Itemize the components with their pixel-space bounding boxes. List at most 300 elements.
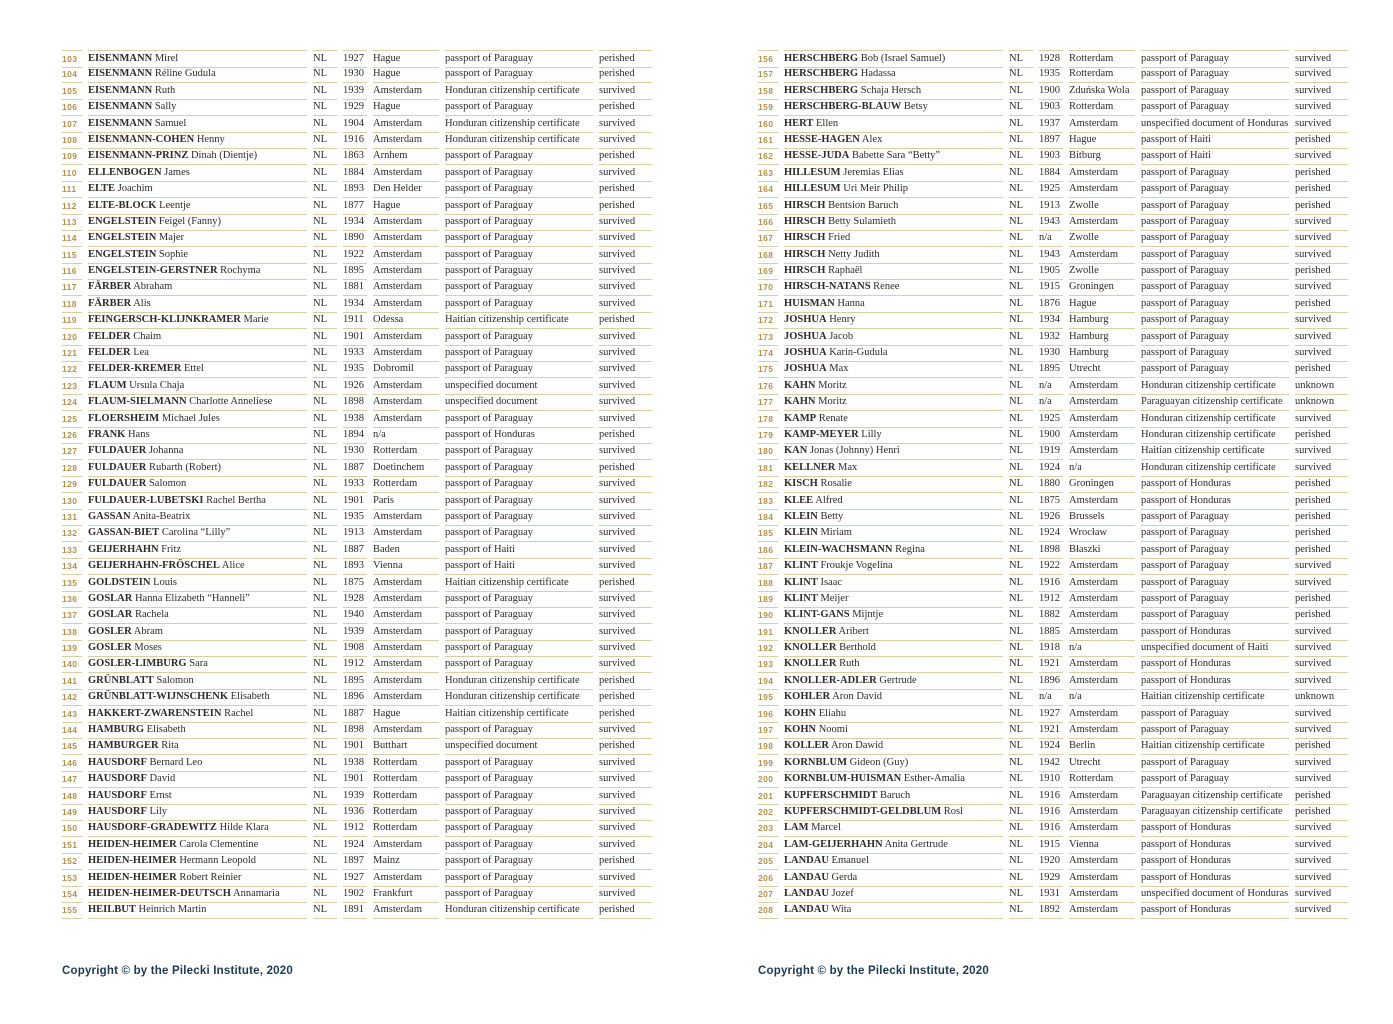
birth-year: n/a [1039,394,1063,411]
person-name: KAN Jonas (Johnny) Henri [784,443,1003,460]
person-name: GOSLER-LIMBURG Sara [88,656,307,673]
birth-year: 1902 [343,886,367,903]
document-type: passport of Paraguay [1141,181,1289,198]
city: Amsterdam [1069,788,1135,805]
surname: ENGELSTEIN [88,232,157,244]
birth-year: 1900 [1039,427,1063,444]
fate-status: perished [599,427,652,444]
country-code: NL [313,706,337,723]
birth-year: 1930 [343,66,367,83]
document-type: passport of Paraguay [445,214,593,231]
fate-status: survived [599,525,652,542]
fate-status: survived [1295,853,1348,870]
surname: GASSAN [88,510,131,522]
fate-status: perished [1295,607,1348,624]
surname: ENGELSTEIN-GERSTNER [88,265,218,277]
document-type: passport of Paraguay [445,656,593,673]
table-row [758,181,1348,197]
fate-status: perished [599,689,652,706]
city: Amsterdam [1069,706,1135,723]
birth-year: 1895 [343,263,367,280]
city: Bitburg [1069,148,1135,165]
row-number: 119 [62,312,82,329]
country-code: NL [313,427,337,444]
surname: EISENMANN [88,53,153,64]
surname: KNOLLER [784,642,837,654]
city: Amsterdam [373,902,439,919]
row-number: 180 [758,443,778,460]
row-number: 117 [62,279,82,296]
row-number: 198 [758,738,778,755]
person-name: FULDAUER Rubarth (Robert) [88,460,307,477]
table-row [758,837,1348,853]
country-code: NL [313,230,337,247]
surname: HESSE-HAGEN [784,133,860,145]
surname: HAUSDORF [88,756,147,768]
person-name: KAHN Moritz [784,394,1003,411]
row-number: 124 [62,394,82,411]
fate-status: survived [1295,329,1348,346]
table-row [62,771,652,787]
country-code: NL [313,247,337,264]
fate-status: perished [599,460,652,477]
birth-year: 1896 [343,689,367,706]
birth-year: 1938 [343,755,367,772]
country-code: NL [1009,394,1033,411]
document-type: Honduran citizenship certificate [1141,378,1289,395]
document-type: passport of Paraguay [1141,607,1289,624]
surname: KLINT-GANS [784,609,850,621]
fate-status: survived [599,886,652,903]
row-number: 169 [758,263,778,280]
surname: FRANK [88,428,126,440]
table-row [758,361,1348,377]
surname: KLINT [784,576,818,588]
document-type: passport of Honduras [1141,837,1289,854]
birth-year: 1904 [343,116,367,133]
row-number: 142 [62,689,82,706]
person-name: HAUSDORF Ernst [88,788,307,805]
country-code: NL [1009,263,1033,280]
fate-status: survived [1295,640,1348,657]
row-number: 104 [62,66,82,83]
row-number: 161 [758,132,778,149]
country-code: NL [1009,83,1033,100]
fate-status: survived [1295,279,1348,296]
birth-year: 1912 [343,820,367,837]
document-type: passport of Haiti [445,558,593,575]
document-type: passport of Paraguay [1141,83,1289,100]
city: Amsterdam [1069,722,1135,739]
surname: GASSAN-BIET [88,527,160,539]
surname: HIRSCH [784,199,826,211]
country-code: NL [313,738,337,755]
row-number: 150 [62,820,82,837]
surname: GEIJERHAHN-FRÖSCHEL [88,560,220,572]
row-number: 193 [758,656,778,673]
birth-year: 1887 [343,542,367,559]
country-code: NL [1009,755,1033,772]
surname: GOSLER [88,625,132,637]
table-row [62,738,652,754]
city: Amsterdam [373,607,439,624]
row-number: 164 [758,181,778,198]
table-row [758,558,1348,574]
surname: HAUSDORF [88,773,147,785]
country-code: NL [1009,247,1033,264]
document-type: passport of Honduras [1141,476,1289,493]
birth-year: 1939 [343,624,367,641]
person-name: KORNBLUM-HUISMAN Esther-Amalia [784,771,1003,788]
surname: HEIDEN-HEIMER-DEUTSCH [88,887,231,899]
row-number: 204 [758,837,778,854]
table-row [62,263,652,279]
city: Amsterdam [373,214,439,231]
fate-status: survived [599,509,652,526]
document-type: passport of Paraguay [1141,509,1289,526]
table-row [62,83,652,99]
table-row [62,525,652,541]
table-row [758,853,1348,869]
table-row [62,443,652,459]
fate-status: perished [599,738,652,755]
row-number: 131 [62,509,82,526]
person-name: EISENMANN-PRINZ Dinah (Dientje) [88,148,307,165]
birth-year: 1903 [1039,148,1063,165]
row-number: 113 [62,214,82,231]
table-row [62,804,652,820]
city: Odessa [373,312,439,329]
surname: HERSCHBERG [784,53,859,64]
person-name: HAUSDORF-GRADEWITZ Hilde Klara [88,820,307,837]
surname: EISENMANN-COHEN [88,133,195,145]
table-row [758,279,1348,295]
row-number: 162 [758,148,778,165]
fate-status: perished [1295,361,1348,378]
document-type: passport of Paraguay [445,624,593,641]
person-name: GRÜNBLATT Salomon [88,673,307,690]
person-name: FELDER-KREMER Ettel [88,361,307,378]
row-number: 109 [62,148,82,165]
person-name: ELTE Joachim [88,181,307,198]
person-name: FLOERSHEIM Michael Jules [88,411,307,428]
document-type: passport of Haiti [1141,148,1289,165]
birth-year: 1939 [343,83,367,100]
surname: GOSLAR [88,592,133,604]
person-name: LANDAU Wita [784,902,1003,919]
document-type: passport of Paraguay [1141,755,1289,772]
city: Frankfurt [373,886,439,903]
fate-status: survived [1295,820,1348,837]
country-code: NL [313,607,337,624]
row-number: 175 [758,361,778,378]
country-code: NL [313,263,337,280]
table-row [758,788,1348,804]
table-row [758,640,1348,656]
fate-status: perished [1295,788,1348,805]
fate-status: survived [599,624,652,641]
table-row [62,837,652,853]
surname: KUPFERSCHMIDT [784,789,878,801]
city: Hague [373,50,439,68]
birth-year: 1933 [343,345,367,362]
fate-status: perished [599,312,652,329]
person-name: GOSLER Moses [88,640,307,657]
birth-year: 1901 [343,738,367,755]
document-type: passport of Paraguay [445,640,593,657]
document-type: Honduran citizenship certificate [1141,411,1289,428]
city: Amsterdam [1069,427,1135,444]
document-type: Paraguayan citizenship certificate [1141,394,1289,411]
city: Amsterdam [373,132,439,149]
document-type: passport of Paraguay [445,771,593,788]
row-number: 203 [758,820,778,837]
birth-year: 1877 [343,198,367,215]
document-type: passport of Paraguay [1141,771,1289,788]
country-code: NL [313,542,337,559]
table-row [62,640,652,656]
table-row [62,214,652,230]
birth-year: 1900 [1039,83,1063,100]
country-code: NL [313,312,337,329]
person-name: HUISMAN Hanna [784,296,1003,313]
row-number: 110 [62,165,82,182]
birth-year: 1926 [343,378,367,395]
table-row [62,116,652,132]
row-number: 146 [62,755,82,772]
surname: KUPFERSCHMIDT-GELDBLUM [784,805,942,817]
birth-year: 1895 [1039,361,1063,378]
country-code: NL [313,50,337,68]
person-name: FULDAUER Salomon [88,476,307,493]
country-code: NL [1009,804,1033,821]
country-code: NL [1009,378,1033,395]
row-number: 151 [62,837,82,854]
city: Amsterdam [373,525,439,542]
city: Hamburg [1069,329,1135,346]
city: Amsterdam [1069,493,1135,510]
country-code: NL [1009,214,1033,231]
table-row [758,509,1348,525]
city: Amsterdam [373,279,439,296]
surname: FLAUM-SIELMANN [88,396,187,408]
city: Zwolle [1069,263,1135,280]
table-row [758,394,1348,410]
birth-year: 1922 [343,247,367,264]
surname: KAMP [784,412,817,424]
surname: KAMP-MEYER [784,428,859,440]
fate-status: perished [1295,427,1348,444]
city: Amsterdam [1069,394,1135,411]
row-number: 154 [62,886,82,903]
row-number: 149 [62,804,82,821]
table-row [62,591,652,607]
person-name: KOHN Eliahu [784,706,1003,723]
surname: KLEIN-WACHSMANN [784,543,893,555]
table-row [62,886,652,902]
fate-status: perished [1295,198,1348,215]
birth-year: 1885 [1039,624,1063,641]
birth-year: 1930 [343,443,367,460]
birth-year: 1911 [343,312,367,329]
city: Amsterdam [373,509,439,526]
city: Amsterdam [1069,411,1135,428]
country-code: NL [1009,296,1033,313]
table-row [62,575,652,591]
surname: LAM [784,822,809,834]
surname: HERT [784,117,814,129]
person-name: KORNBLUM Gideon (Guy) [784,755,1003,772]
city: Rotterdam [373,788,439,805]
row-number: 157 [758,66,778,83]
city: Amsterdam [373,673,439,690]
person-name: LANDAU Gerda [784,870,1003,887]
person-name: FÄRBER Alis [88,296,307,313]
row-number: 171 [758,296,778,313]
document-type: passport of Paraguay [445,607,593,624]
surname: HERSCHBERG-BLAUW [784,101,902,113]
city: Amsterdam [373,83,439,100]
birth-year: 1915 [1039,837,1063,854]
city: Amsterdam [1069,820,1135,837]
person-name: KELLNER Max [784,460,1003,477]
fate-status: survived [599,165,652,182]
row-number: 192 [758,640,778,657]
person-name: KNOLLER Ruth [784,656,1003,673]
row-number: 201 [758,788,778,805]
fate-status: survived [599,804,652,821]
row-number: 199 [758,755,778,772]
table-row [62,312,652,328]
surname: FEINGERSCH-KLIJNKRAMER [88,314,241,326]
surname: KOHN [784,707,817,719]
document-type: passport of Haiti [1141,132,1289,149]
fate-status: survived [599,378,652,395]
city: Den Helder [373,181,439,198]
table-row [758,738,1348,754]
city: Doetinchem [373,460,439,477]
fate-status: survived [1295,116,1348,133]
person-name: ELTE-BLOCK Leentje [88,198,307,215]
city: n/a [1069,689,1135,706]
document-type: passport of Honduras [1141,820,1289,837]
birth-year: 1884 [1039,165,1063,182]
fate-status: survived [599,394,652,411]
document-type: passport of Paraguay [445,722,593,739]
surname: HIRSCH [784,215,826,227]
document-type: Paraguayan citizenship certificate [1141,788,1289,805]
city: Wrocław [1069,525,1135,542]
fate-status: survived [599,837,652,854]
person-name: EISENMANN-COHEN Henny [88,132,307,149]
document-type: Honduran citizenship certificate [445,902,593,919]
fate-status: survived [599,656,652,673]
country-code: NL [1009,640,1033,657]
country-code: NL [313,870,337,887]
table-row [758,83,1348,99]
person-name: HILLESUM Jeremias Elias [784,165,1003,182]
surname: KLINT [784,560,818,572]
person-name: KNOLLER Berthold [784,640,1003,657]
fate-status: survived [599,279,652,296]
fate-status: perished [1295,493,1348,510]
surname: KORNBLUM [784,756,847,768]
document-type: passport of Paraguay [445,279,593,296]
person-name: KUPFERSCHMIDT-GELDBLUM Rosl [784,804,1003,821]
city: Amsterdam [373,165,439,182]
surname: FLAUM [88,379,127,391]
surname: KOLLER [784,740,829,752]
fate-status: survived [599,591,652,608]
row-number: 159 [758,99,778,116]
city: Hague [373,66,439,83]
row-number: 156 [758,50,778,68]
document-type: Honduran citizenship certificate [1141,460,1289,477]
document-type: Honduran citizenship certificate [1141,427,1289,444]
fate-status: survived [599,755,652,772]
surname: GOSLAR [88,609,133,621]
surname: HAUSDORF [88,805,147,817]
table-row [62,853,652,869]
fate-status: perished [599,902,652,919]
surname: HAUSDORF [88,789,147,801]
country-code: NL [1009,279,1033,296]
birth-year: 1927 [343,50,367,68]
birth-year: n/a [1039,378,1063,395]
row-number: 170 [758,279,778,296]
city: Amsterdam [1069,656,1135,673]
country-code: NL [1009,689,1033,706]
fate-status: survived [599,722,652,739]
surname: FÄRBER [88,281,132,293]
fate-status: survived [1295,870,1348,887]
birth-year: 1876 [1039,296,1063,313]
document-type: Haitian citizenship certificate [445,312,593,329]
document-type: Honduran citizenship certificate [445,673,593,690]
person-name: EISENMANN Samuel [88,116,307,133]
surname: FÄRBER [88,297,132,309]
row-number: 197 [758,722,778,739]
table-row [62,624,652,640]
country-code: NL [1009,870,1033,887]
document-type: passport of Paraguay [445,148,593,165]
city: n/a [373,427,439,444]
birth-year: 1920 [1039,853,1063,870]
person-name: JOSHUA Max [784,361,1003,378]
country-code: NL [1009,181,1033,198]
row-number: 176 [758,378,778,395]
fate-status: survived [599,329,652,346]
table-row [62,198,652,214]
city: n/a [1069,460,1135,477]
surname: FELDER [88,347,131,359]
fate-status: survived [599,247,652,264]
fate-status: survived [1295,558,1348,575]
city: Rotterdam [373,771,439,788]
document-type: passport of Paraguay [1141,66,1289,83]
city: Rotterdam [1069,99,1135,116]
fate-status: unknown [1295,394,1348,411]
country-code: NL [1009,706,1033,723]
surname: GRÜNBLATT [88,674,154,686]
row-number: 158 [758,83,778,100]
document-type: passport of Paraguay [445,165,593,182]
city: Amsterdam [373,870,439,887]
fate-status: perished [1295,525,1348,542]
document-type: Haitian citizenship certificate [1141,443,1289,460]
table-row [758,460,1348,476]
country-code: NL [313,640,337,657]
